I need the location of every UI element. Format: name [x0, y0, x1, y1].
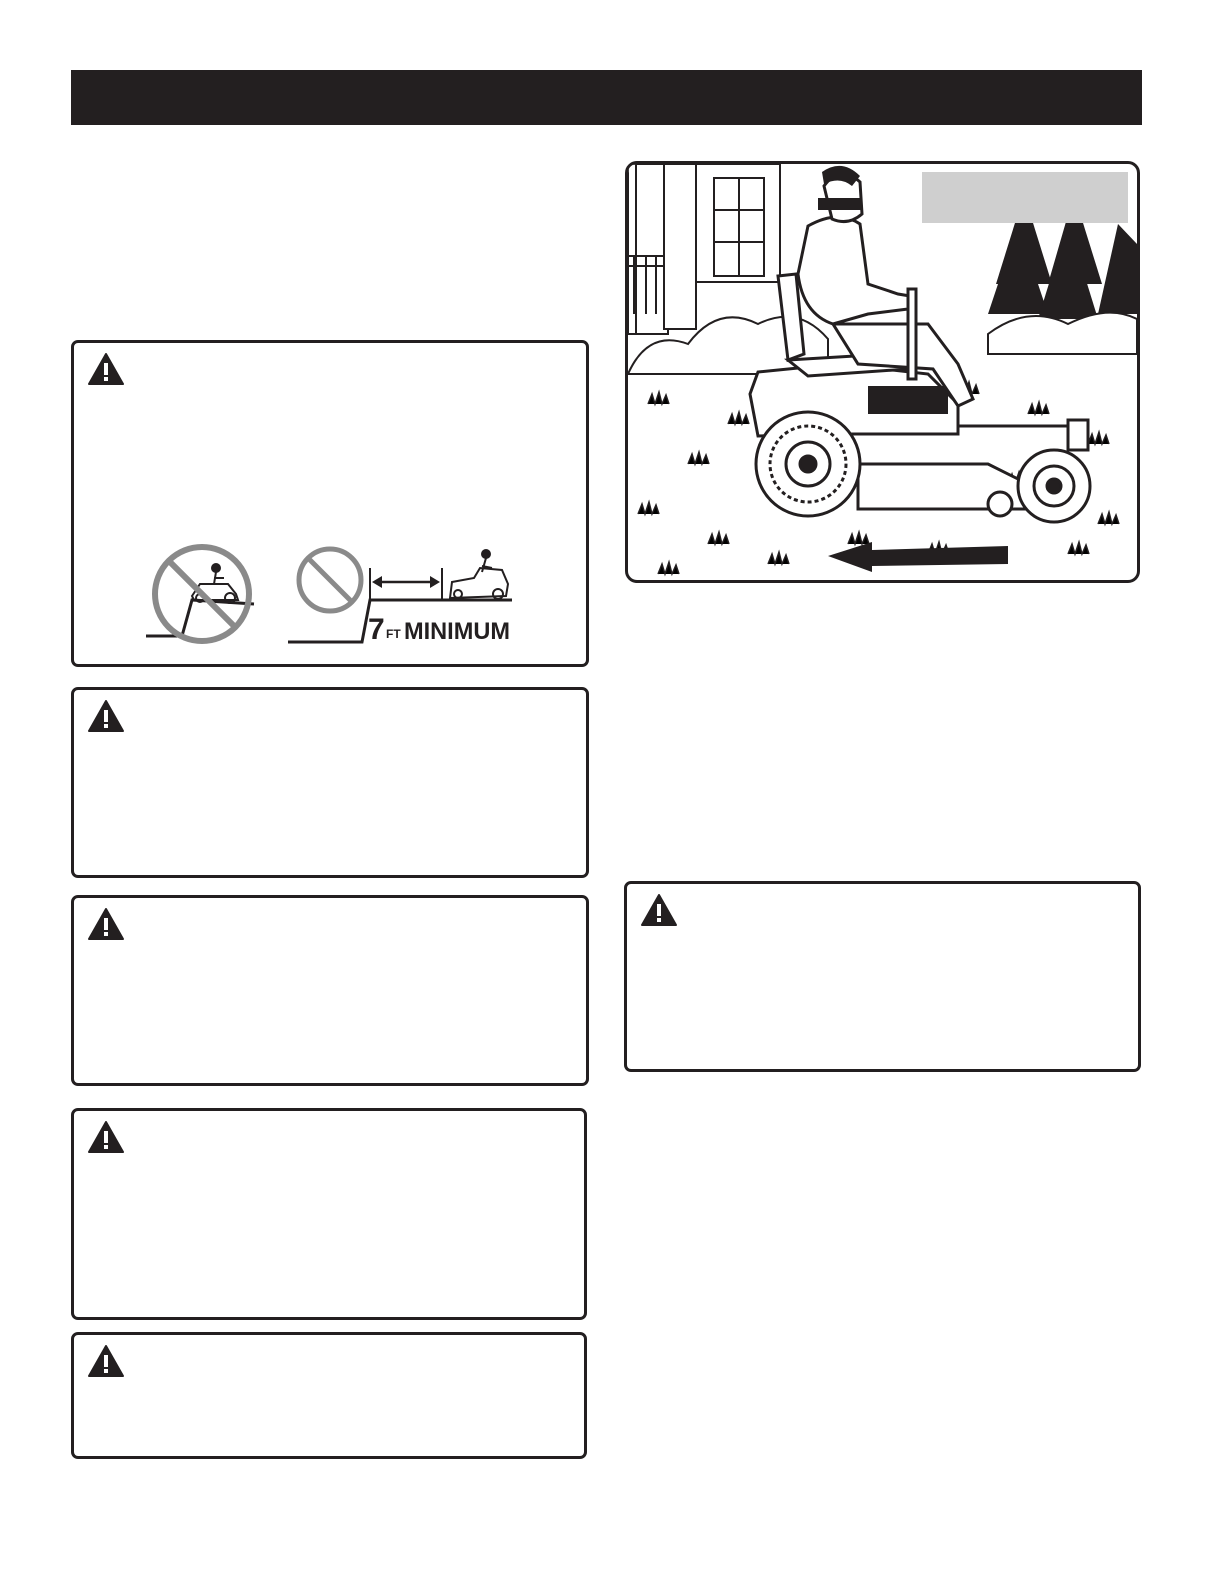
riding-mower-icon — [192, 564, 238, 603]
warning-triangle-icon — [87, 1120, 125, 1154]
double-arrow-icon — [372, 576, 440, 588]
mower-illustration — [625, 161, 1140, 583]
distance-number: 7 — [368, 613, 385, 646]
warning-box-2 — [71, 687, 589, 878]
warning-triangle-icon — [87, 699, 125, 733]
warning-triangle-icon — [87, 1344, 125, 1378]
prohibited-mower-edge-picto — [146, 547, 254, 641]
slope-pictograms — [140, 538, 520, 650]
riding-mower-icon — [450, 550, 508, 599]
seven-foot-minimum-picto — [288, 549, 512, 646]
warning-box-5 — [71, 1332, 587, 1459]
warning-triangle-icon — [87, 352, 125, 386]
warning-triangle-icon — [87, 907, 125, 941]
warning-triangle-icon — [640, 893, 678, 927]
prohibited-icon — [299, 549, 361, 611]
house-drawing — [628, 164, 780, 334]
header-bar — [71, 70, 1142, 125]
distance-label: MINIMUM — [404, 618, 510, 645]
warning-box-3 — [71, 895, 589, 1086]
warning-box-6 — [624, 881, 1141, 1072]
distance-unit: FT — [386, 627, 401, 641]
warning-box-4 — [71, 1108, 587, 1320]
direction-arrow-icon — [828, 542, 1008, 572]
figure-label — [922, 172, 1128, 223]
